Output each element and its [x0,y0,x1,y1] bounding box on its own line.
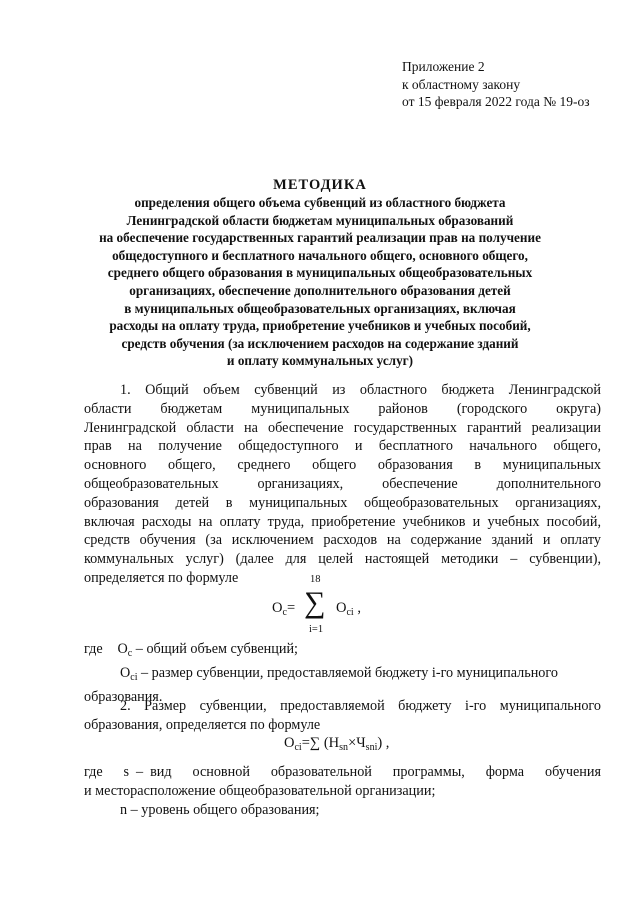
paragraph-line: 2. Размер субвенции, предоставляемой бюджету i-го муниципального [120,698,601,714]
appendix-line-2: к областному закону [402,76,521,92]
title-line: общедоступного и бесплатного начального общего, основного общего, [112,247,528,263]
where-line: где s – вид основной образовательной программы, форма обучения [84,764,601,780]
paragraph-line: включая расходы на оплату труда, приобретение учебников и учебных пособий, [84,513,601,530]
sum-lower-limit: i=1 [309,624,324,635]
formula-lhs: $O_c=$ [272,600,296,618]
sum-sign-icon: ∑ [304,586,326,619]
paragraph-line: основного общего, среднего общего образования в муниципальных [84,457,601,474]
paragraph-line: средств обучения (за исключением расходов на содержание зданий и оплату [84,532,601,549]
paragraph-line: образования детей в муниципальных общеобразовательных организациях, [84,494,601,511]
paragraph-line: коммунальных услуг) (далее для целей настоящей методики – субвенции), [84,551,601,568]
where-line: и месторасположение общеобразовательной организации; [84,782,436,799]
appendix-header [402,58,590,111]
sum-upper-limit: 18 [310,574,321,585]
where-block-2 [84,763,601,819]
formula-subvention: $O_{ci}=\sum$ $(H_{sn}\times Ч_{sni})$ , [284,735,390,753]
formula-total [272,574,392,635]
appendix-line-3: от 15 февраля 2022 года № 19-оз [402,94,590,109]
paragraph-1 [84,381,601,588]
paragraph-line: образования, определяется по формуле [84,716,321,733]
title-subtitle [80,194,560,370]
paragraph-line: прав на получение общедоступного и бесплатного начального общего, [84,438,601,455]
where-row: образования. [84,688,163,705]
where-row: где $O_c$ – общий объем субвенций; [84,641,298,659]
title-line: организациях, обеспечение дополнительного образования детей [129,282,511,298]
title-line: среднего общего образования в муниципальных общеобразовательных [107,265,533,281]
where-line: n – уровень общего образования; [120,801,320,818]
title-line: Ленинградской области бюджетам муниципальных образований [126,212,514,228]
paragraph-line: области бюджетам муниципальных районов (городского округа) [84,400,601,417]
paragraph-line: общеобразовательных организациях, обеспечение дополнительного [84,475,601,492]
document-title [80,176,560,370]
paragraph-2 [84,697,601,735]
title-line: и оплату коммунальных услуг) [226,353,414,369]
title-line: в муниципальных общеобразовательных организациях, включая [124,300,516,316]
title-line: расходы на оплату труда, приобретение учебников и учебных пособий, [109,318,531,334]
formula-term: $O_{ci}$ , [336,600,361,618]
paragraph-line: Ленинградской области на обеспечение государственных гарантий реализации [84,419,601,436]
appendix-line-1: Приложение 2 [402,59,485,74]
title-line: определения общего объема субвенций из областного бюджета [134,195,506,210]
title-line: на обеспечение государственных гарантий реализации прав на получение [99,230,541,246]
document-body [84,381,601,588]
paragraph-line: 1. Общий объем субвенций из областного бюджета Ленинградской [120,382,601,398]
paragraph-line: определяется по формуле [84,569,239,586]
title-line: средств обучения (за исключением расходов на содержание зданий [121,335,519,351]
where-row: $O_{ci}$ – размер субвенции, предоставляемой бюджету i-го муниципального [120,664,558,683]
title-main: МЕТОДИКА [273,177,367,193]
